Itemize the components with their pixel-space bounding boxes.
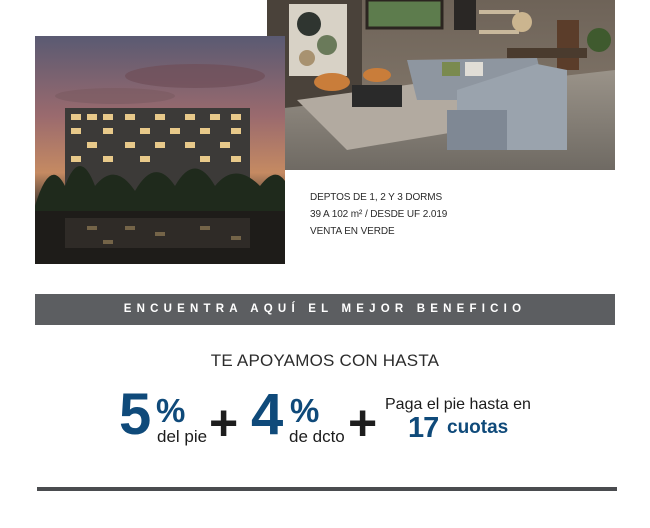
plus-sign: + [209, 395, 239, 451]
offer-1-caption: del pie [157, 427, 208, 446]
plus-sign: + [348, 395, 378, 451]
offer-2-caption: de dcto [289, 427, 345, 446]
offer-3-unit: cuotas [447, 417, 509, 438]
divider [37, 487, 617, 491]
info-sizes-price: 39 A 102 m² / DESDE UF 2.019 [310, 209, 448, 220]
offer-1-number: 5 [119, 382, 150, 447]
offer-2-percent: % [290, 392, 320, 429]
offer-heading: TE APOYAMOS CON HASTA [210, 351, 440, 370]
interior-living-room-image [267, 0, 615, 170]
building-sunset-image [35, 36, 285, 264]
offer-1-percent: % [156, 392, 186, 429]
offer-2-number: 4 [251, 382, 282, 447]
info-dorms: DEPTOS DE 1, 2 Y 3 DORMS [310, 192, 443, 203]
benefit-banner[interactable]: ENCUENTRA AQUÍ EL MEJOR BENEFICIO [35, 294, 615, 325]
info-sale-status: VENTA EN VERDE [310, 226, 395, 237]
project-info [310, 189, 447, 240]
offer-3-number: 17 [408, 412, 439, 444]
offer-3-caption: Paga el pie hasta en [385, 396, 531, 413]
